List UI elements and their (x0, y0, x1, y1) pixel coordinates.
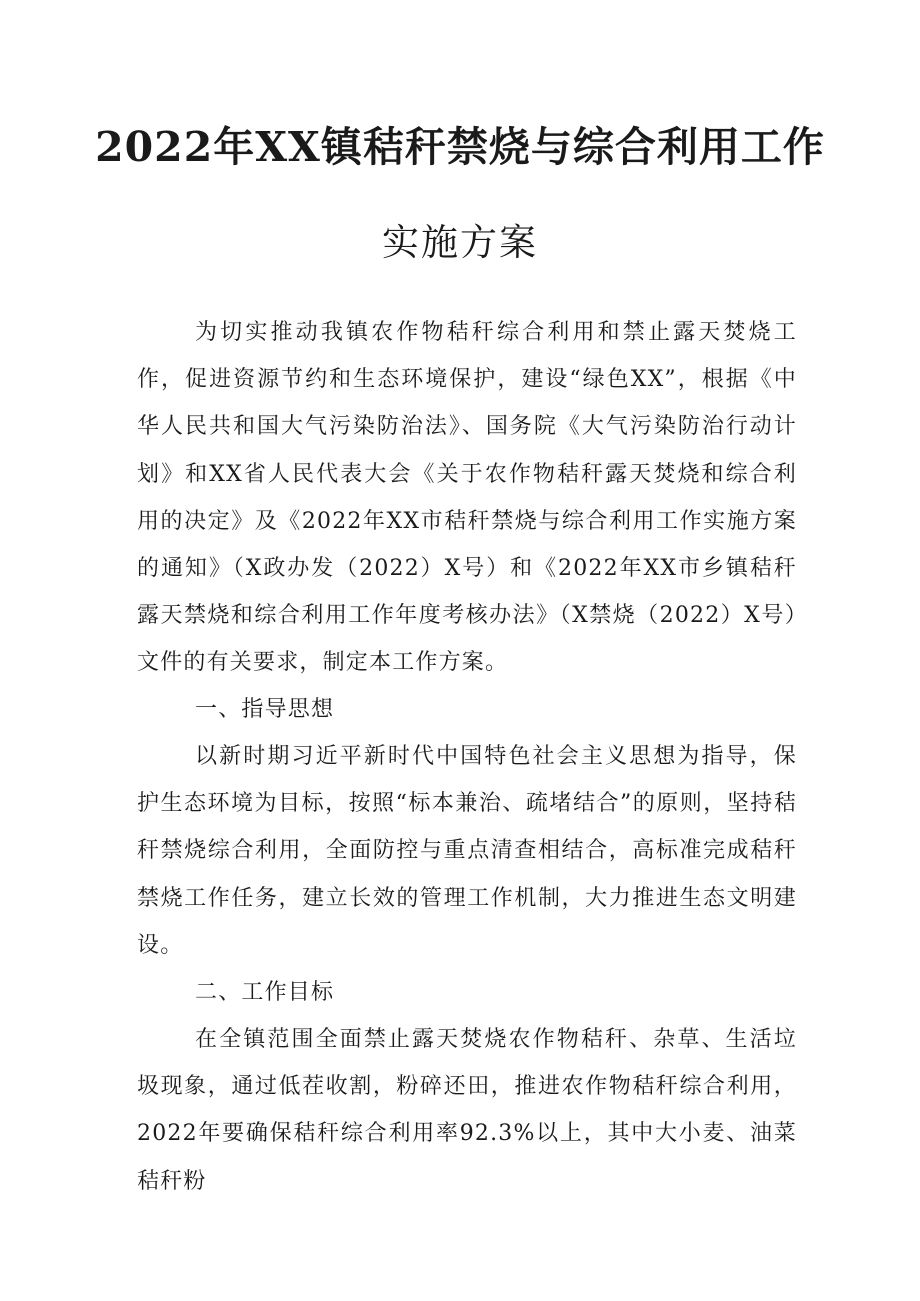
section-1-heading: 一、指导思想 (195, 697, 335, 722)
section-2-paragraph: 在全镇范围全面禁止露天焚烧农作物秸秆、杂草、生活垃圾现象，通过低茬收割，粉碎还田，推进农作物秸秆综合利用，2022年要确保秸秆综合利用率92.3%以上，其中大小麦、油菜秸秆粉 (137, 1027, 797, 1194)
section-2-heading: 二、工作目标 (195, 980, 335, 1005)
document-title-line-1: 2022年XX镇秸秆禁烧与综合利用工作 (95, 123, 825, 171)
section-1-paragraph: 以新时期习近平新时代中国特色社会主义思想为指导，保护生态环境为目标，按照“标本兼治、疏堵结合”的原则，坚持秸秆禁烧综合利用，全面防控与重点清查相结合，高标准完成秸秆禁烧工作任务，建立长效的管理工作机制，大力推进生态文明建设。 (137, 744, 797, 958)
document-title-line-2: 实施方案 (382, 221, 538, 264)
intro-paragraph: 为切实推动我镇农作物秸秆综合利用和禁止露天焚烧工作，促进资源节约和生态环境保护，建设“绿色XX”，根据《中华人民共和国大气污染防治法》、国务院《大气污染防治行动计划》和XX省人民代表大会《关于农作物秸秆露天焚烧和综合利用的决定》及《2022年XX市秸秆禁烧与综合利用工作实施方案的通知》（X政办发（2022）X号）和《2022年XX市乡镇秸秆露天禁烧和综合利用工作年度考核办法》（X禁烧（2022）X号）文件的有关要求，制定本工作方案。 (137, 320, 797, 676)
